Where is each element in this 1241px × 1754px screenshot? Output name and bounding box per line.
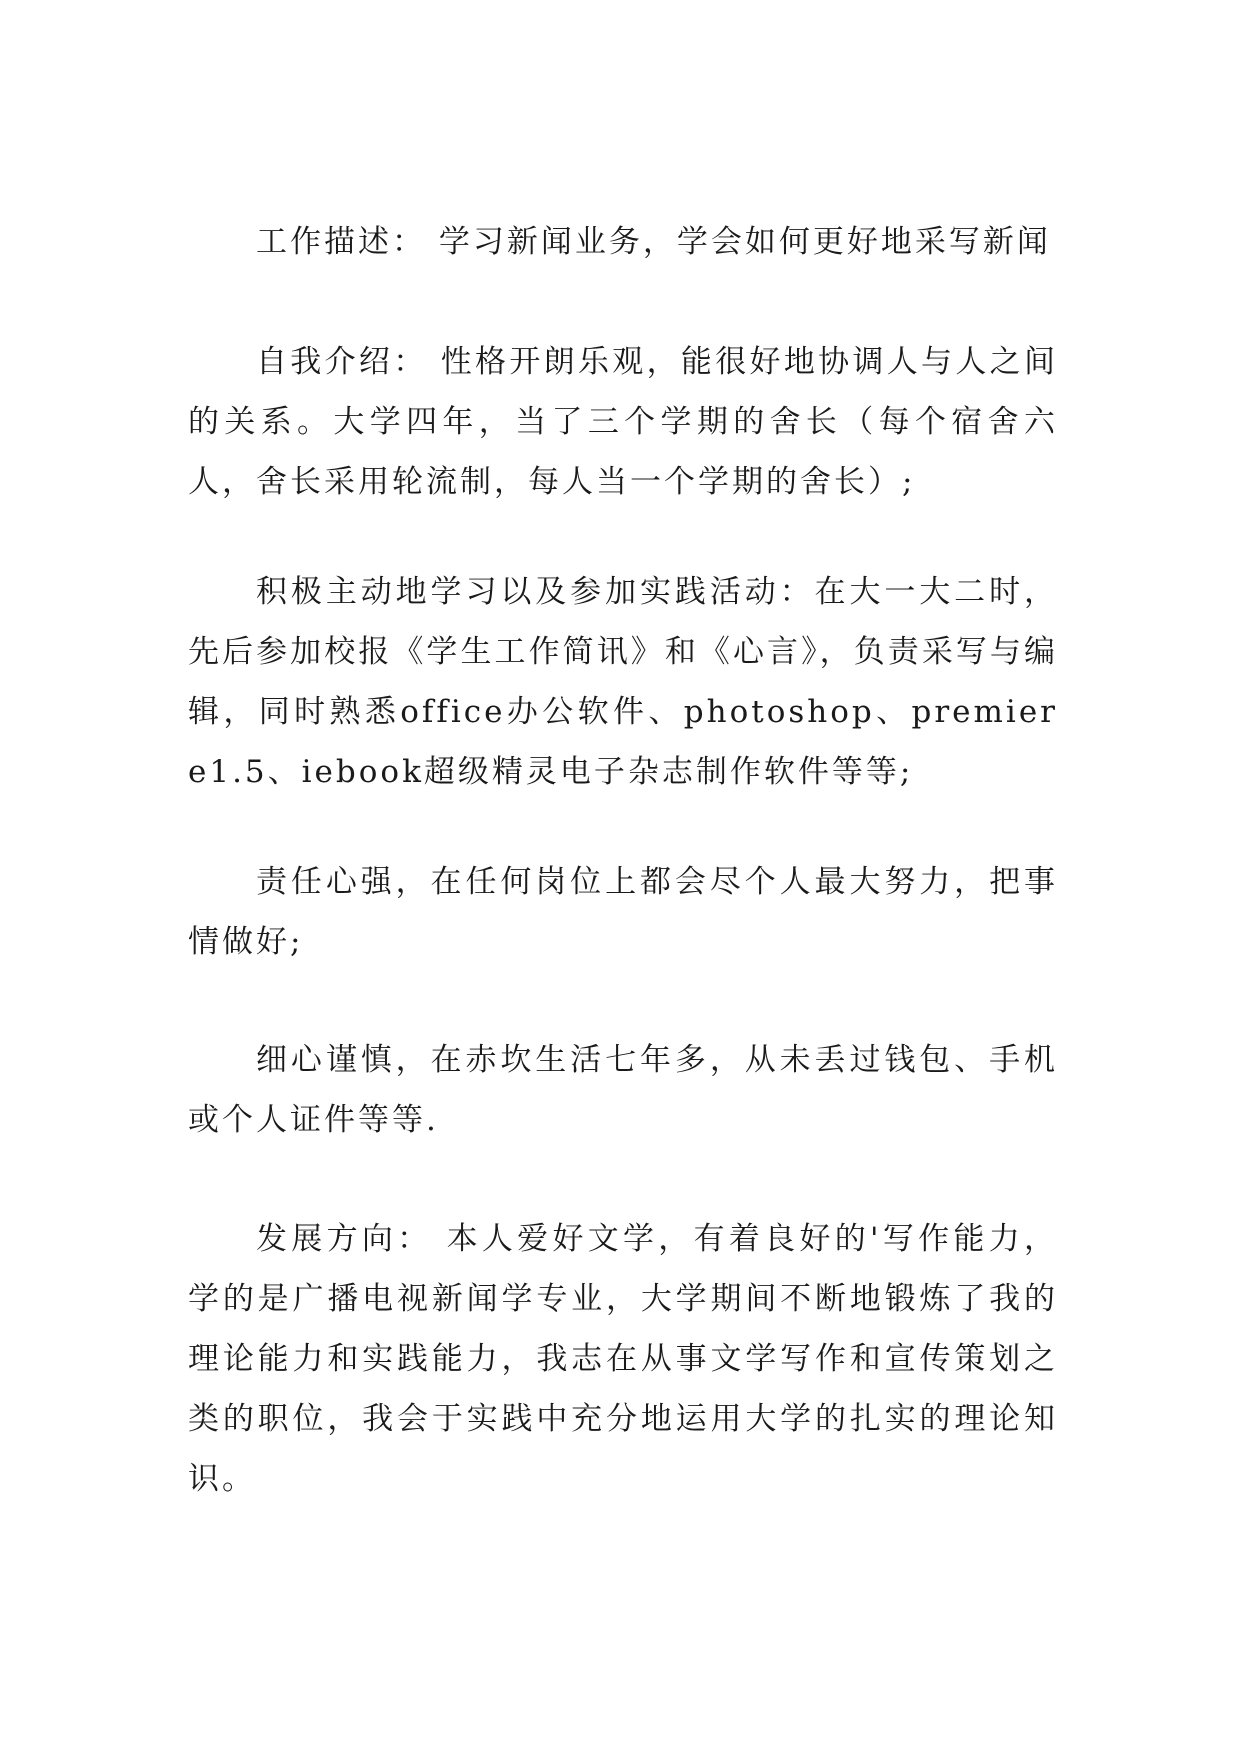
paragraph-responsibility: 责任心强，在任何岗位上都会尽个人最大努力，把事情做好; <box>188 864 1058 960</box>
paragraph-job-description: 工作描述： 学习新闻业务，学会如何更好地采写新闻 <box>256 224 1051 260</box>
paragraph-development-direction: 发展方向： 本人爱好文学，有着良好的'写作能力，学的是广播电视新闻学专业，大学期间不断地锻炼了我的理论能力和实践能力，我志在从事文学写作和宣传策划之类的职位，我会于实践中充分地运用大学的扎实的理论知识。 <box>188 1221 1058 1497</box>
paragraph-carefulness: 细心谨慎，在赤坎生活七年多，从未丢过钱包、手机或个人证件等等. <box>188 1042 1058 1138</box>
paragraph-self-introduction: 自我介绍： 性格开朗乐观，能很好地协调人与人之间的关系。大学四年，当了三个学期的舍长（每个宿舍六人，舍长采用轮流制，每人当一个学期的舍长）; <box>188 344 1058 500</box>
paragraph-practice-activities: 积极主动地学习以及参加实践活动：在大一大二时，先后参加校报《学生工作简讯》和《心言》，负责采写与编辑，同时熟悉office办公软件、photoshop、premiere1.5、iebook超级精灵电子杂志制作软件等等; <box>188 574 1058 790</box>
